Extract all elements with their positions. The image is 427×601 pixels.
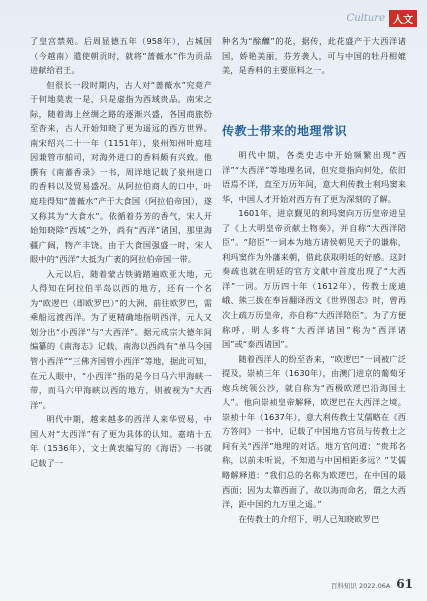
- culture-label: Culture: [346, 13, 385, 24]
- page-header: [347, 10, 417, 27]
- right-column-top: [222, 34, 406, 78]
- section-tag: 人文: [389, 10, 417, 27]
- paragraph: 明代中期，各类史志中开始频繁出现“西洋”“大西洋”等地理名词，但究竟指向何处，依旧语焉不详，直至万历年间，意大利传教士利玛窦来华，中国人才开始对西方有了更为深刻的了解。: [222, 150, 406, 204]
- paragraph: 但很长一段时期内，古人对“蔷薇水”究竟产于何地莫衷一是，只是虚指为西域贵品。南宋之际，随着海上丝绸之路的逐渐兴盛，各国商旅纷至沓来，古人开始知晓了更为遥远的西方世界。南宋绍兴二十一年（1151年），泉州知州叶庭珪因兼管市舶司，对海外进口的香料颇有兴致。他撰有《南蕃香录》一书，周详地记载了泉州进口的香料以及贸易盛况。从阿拉伯商人的口中，叶庭珪得知“蔷薇水”产于大食国（阿拉伯帝国），遂又称其为“大食水”。依循着芬芳的香气，宋人开始知晓除“西域”之外，尚有“西洋”诸国，那里海疆广阔，物产丰饶。由于大食国强盛一时，宋人眼中的“西洋”大抵为广袤的阿拉伯帝国一带。: [30, 79, 212, 265]
- paragraph: 明代中期，越来越多的西洋人来华贸易，中国人对“大西洋”有了更为具体的认知。嘉靖十五年（1536年），文士黄衷编写的《海语》一书就记载了一: [30, 414, 212, 468]
- paragraph: 种名为“酴醾”的花，据传，此花盛产于大西洋诸国，娇艳美丽，芬芳袭人，可与中国的牡丹相媲美，是香料的主要原料之一。: [222, 36, 406, 76]
- section-heading: 传教士带来的地理常识: [222, 124, 348, 138]
- paragraph: 随着西洋人的纷至沓来，“欧逻巴”一词被广泛提及，崇祯三年（1630年），由澳门进京的葡萄牙炮兵统领公沙，就自称为“西极欧逻巴沿海国土人”。他向崇祯皇帝解释，欧逻巴在大西洋之境。崇祯十年（1637年），意大利传教士艾儒略在《西方答问》一书中，记载了中国地方官员与传教士之间有关“西洋”地理的对话。地方官问道：“贵邦名称，以前未听说，不知道与中国相距多远？”艾儒略解释道：“我们总的名称为欧逻巴，在中国的最西面；因为太靠西面了，故以海而命名，谓之大西洋，距中国约九万里之遥。”: [222, 353, 406, 510]
- paragraph: 在传教士的介绍下，明人已知晓欧罗巴: [238, 513, 380, 524]
- left-column: [30, 34, 212, 470]
- paragraph: 入元以后，随着蒙古铁骑踏遍欧亚大地，元人得知在阿拉伯半岛以西的地方，还有一个名为“欧逻巴（即欧罗巴）”的大洲，前往欧罗巴，需乘船远渡西洋。为了更精确地指明西洋，元人又划分出“小西洋”与“大西洋”。据元成宗大德年间编纂的《南海志》记载，南海以西尚有“单马令国管小西洋”“三佛齐国管小西洋”等地，据此可知，在元人眼中，“小西洋”指的是今日马六甲海峡一带，而马六甲海峡以西的地方，则被视为“大西洋”。: [30, 268, 212, 410]
- right-column-bottom: [222, 148, 406, 526]
- paragraph: 1601年，进京觐见的利玛窦向万历皇帝进呈了《上大明皇帝贡献土物奏》，并自称“大西洋陪臣”。“陪臣”一词本为地方诸侯朝见天子的谦称，利玛窦作为外藩来朝，借此获取明廷的好感。这封奏疏也就在明廷的官方文献中首度出现了“大西洋”一词。万历四十年（1612年），传教士庞迪峨、熊三拔在奉旨翻译西文《世界图志》时，曾再次上疏万历皇帝，亦自称“大西洋陪臣”。为了方便称呼，明人多将“大西洋诸国”称为“西洋诸国”或“泰西诸国”。: [222, 208, 406, 350]
- magazine-issue: 百科知识 2022.06A: [330, 582, 391, 590]
- page-number: 61: [396, 577, 413, 591]
- paragraph: 了皇宫禁苑。后周显德五年（958年），占城国（今越南）遣使朝贡时，就将“蔷薇水”作为贡品进献给君王。: [30, 36, 212, 76]
- page-footer: [331, 577, 413, 591]
